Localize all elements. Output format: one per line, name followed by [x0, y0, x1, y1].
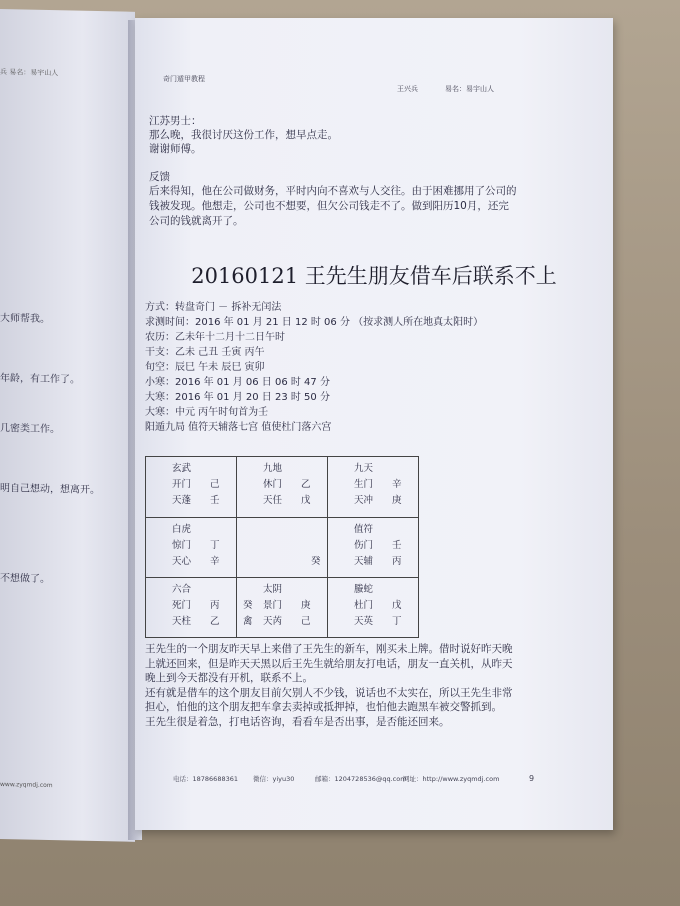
god-label: 玄武	[172, 463, 192, 474]
palace-cell	[237, 578, 327, 638]
door-label: 死门	[172, 600, 192, 611]
left-page	[0, 8, 135, 842]
left-fragment: 不想做了。	[0, 573, 50, 586]
case-info-line: 小寒：2016 年 01 月 06 日 06 时 47 分	[145, 377, 330, 388]
feedback-line: 后来得知，他在公司做财务，平时内向不喜欢与人交往。由于困难挪用了公司的	[149, 185, 517, 197]
footer-wechat: 微信：yiyu30	[253, 775, 295, 783]
door-label: 休门	[263, 479, 283, 490]
star-stem: 丙	[392, 556, 402, 567]
god-label: 六合	[172, 584, 192, 595]
left-fragment: 年龄，有工作了。	[0, 373, 80, 386]
prefix-star: 禽	[243, 616, 253, 627]
intro-line: 谢谢师傅。	[149, 143, 202, 155]
door-label: 生门	[354, 479, 374, 490]
story-line: 王先生的一个朋友昨天早上来借了王先生的新车，刚买未上牌。借时说好昨天晚	[145, 643, 513, 655]
page-number: 9	[529, 774, 535, 783]
door-label: 伤门	[354, 540, 374, 551]
star-label: 天任	[263, 495, 283, 506]
palace-cell-center	[237, 518, 327, 578]
star-label: 天蓬	[172, 495, 192, 506]
god-label: 九天	[354, 463, 374, 474]
intro-line: 那么晚，我很讨厌这份工作，想早点走。	[149, 129, 338, 141]
case-info-line: 大寒：中元 丙午时旬首为壬	[145, 407, 269, 418]
star-stem: 庚	[392, 495, 402, 506]
door-stem: 丁	[210, 540, 220, 551]
god-label: 螣蛇	[354, 584, 374, 595]
case-title: 20160121 王先生朋友借车后联系不上	[191, 264, 557, 288]
door-label: 惊门	[172, 540, 192, 551]
author-alias: 易名：易宇山人	[445, 85, 494, 93]
star-stem: 壬	[210, 495, 220, 506]
star-stem: 丁	[392, 616, 402, 627]
qimen-chart	[145, 456, 419, 638]
speaker-label: 江苏男士：	[149, 115, 202, 127]
star-label: 天冲	[354, 495, 374, 506]
story-line: 上就还回来，但是昨天天黑以后王先生就给朋友打电话，朋友一直关机，从昨天	[145, 657, 513, 670]
star-stem: 辛	[210, 556, 220, 567]
case-info-line: 求测时间：2016 年 01 月 21 日 12 时 06 分 （按求测人所在地真太阳时）	[145, 317, 484, 328]
palace-cell	[237, 457, 327, 517]
story-line: 晚上到今天都没有开机，联系不上。	[145, 672, 313, 684]
star-stem: 己	[301, 616, 311, 627]
feedback-line: 钱被发现。他想走，公司也不想要，但欠公司钱走不了。做到阳历10月，还完	[149, 200, 509, 212]
palace-cell	[146, 457, 236, 517]
case-info-line: 大寒：2016 年 01 月 20 日 23 时 50 分	[145, 392, 330, 403]
case-info-line: 方式：转盘奇门 － 拆补无闰法	[145, 302, 282, 313]
star-label: 天辅	[354, 556, 374, 567]
feedback-label: 反馈	[149, 171, 170, 183]
footer-phone: 电话：18786688361	[173, 775, 238, 783]
footer-email: 邮箱：1204728536@qq.com	[315, 775, 407, 783]
god-label: 白虎	[172, 524, 192, 535]
story-block	[145, 642, 513, 729]
star-label: 天心	[172, 556, 192, 567]
god-label: 九地	[263, 463, 283, 474]
case-info-block	[145, 300, 483, 435]
door-stem: 庚	[301, 600, 311, 611]
star-stem: 戊	[301, 495, 311, 506]
door-stem: 丙	[210, 600, 220, 611]
footer-website: 网址：http://www.zyqmdj.com	[403, 775, 500, 783]
case-info-line: 农历：乙未年十二月十二日午时	[145, 332, 285, 343]
door-label: 景门	[263, 600, 283, 611]
left-fragment: 大师帮我。	[0, 313, 50, 326]
star-label: 天英	[354, 616, 374, 627]
door-stem: 壬	[392, 540, 402, 551]
center-stem: 癸	[311, 556, 321, 567]
feedback-line: 公司的钱就离开了。	[149, 215, 244, 227]
story-line: 还有就是借车的这个朋友目前欠别人不少钱，说话也不太实在，所以王先生非常	[145, 686, 513, 699]
palace-cell	[328, 578, 418, 638]
door-stem: 乙	[301, 479, 311, 490]
palace-cell	[146, 518, 236, 578]
palace-cell	[146, 578, 236, 638]
palace-cell	[328, 518, 418, 578]
star-stem: 乙	[210, 616, 220, 627]
star-label: 天柱	[172, 616, 192, 627]
door-stem: 己	[210, 479, 220, 490]
door-label: 开门	[172, 479, 192, 490]
story-line: 王先生很是着急，打电话咨询，看看车是否出事，是否能还回来。	[145, 715, 450, 728]
left-fragment: 几密类工作。	[0, 423, 60, 436]
left-page-footer: www.zyqmdj.com	[0, 781, 53, 790]
god-label: 太阴	[263, 584, 283, 595]
right-page	[135, 18, 613, 830]
palace-cell	[328, 457, 418, 517]
case-info-line: 旬空：辰巳 午未 辰巳 寅卯	[145, 362, 265, 373]
star-label: 天芮	[263, 616, 283, 627]
left-fragment: 明自己想动，想离开。	[0, 483, 100, 497]
door-stem: 辛	[392, 479, 402, 490]
door-label: 杜门	[354, 600, 374, 611]
left-page-header: 兵 易名：易宇山人	[0, 68, 59, 78]
author-name: 王兴兵	[397, 85, 418, 93]
god-label: 值符	[354, 524, 374, 535]
case-info-line: 阳遁九局 值符天辅落七宫 值使杜门落六宫	[145, 422, 332, 433]
prefix-stem: 癸	[243, 600, 253, 611]
book-title: 奇门遁甲教程	[163, 75, 205, 83]
story-line: 担心，怕他的这个朋友把车拿去卖掉或抵押掉，也怕他去跑黑车被交警抓到。	[145, 701, 502, 713]
door-stem: 戊	[392, 600, 402, 611]
case-info-line: 干支：乙未 己丑 壬寅 丙午	[145, 347, 265, 358]
